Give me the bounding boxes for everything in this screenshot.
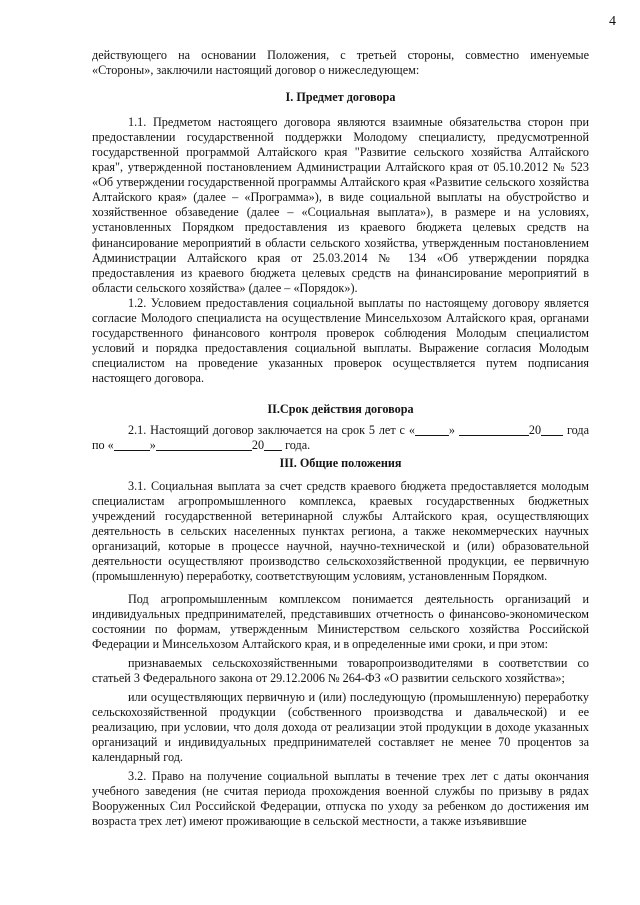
paragraph-1-1: 1.1. Предметом настоящего договора являются взаимные обязательства сторон при предоставлении государственной поддержки Молодому специалисту, предусмотренной государственной программой Алтайского края "Развитие сельского хозяйства Алтайского края", утвержденной постановлением Администрации Алтайского края от 05.10.2012 № 523 «Об утверждении государственной программы Алтайского края «Развитие сельского хозяйства Алтайского края» (далее – «Программа»), в виде социальной выплаты на обустройство и хозяйственное обзаведение (далее – «Социальная выплата»), в размере и на условиях, установленных Порядком предоставления из краевого бюджета целевых средств на финансирование мероприятий в области сельского хозяйства, утвержденным постановлением Администрации Алтайского края от 25.03.2014 № 134 «Об утверждении порядка предоставления из краевого бюджета целевых средств на финансирование мероприятий в области сельского хозяйства» (далее – «Порядок»). [92,115,589,295]
page-number: 4 [609,14,616,29]
end-year-blank [264,438,282,451]
start-day-blank [415,423,449,436]
intro-paragraph: действующего на основании Положения, с третьей стороны, совместно именуемые «Стороны», заключили настоящий договор о нижеследующем: [92,48,589,78]
start-year-prefix: 20 [528,423,542,438]
paragraph-3-agro-definition: Под агропромышленным комплексом понимается деятельность организаций и индивидуальных предпринимателей, представивших отчетность о финансово-экономическом состоянии по формам, утвержденным Министерством сельского хозяйства Российской Федерации и Минсельхозом Алтайского края, и в определенные ими сроки, и при этом: [92,591,589,651]
paragraph-3-processing: или осуществляющих первичную и (или) последующую (промышленную) переработку сельскохозяйственной продукции (собственного производства и давальческой) и ее реализацию, при условии, что доля дохода от реализации этой продукции в доходе указанных организаций и индивидуальных предпринимателей составляет не менее 70 процентов за календарный год. [92,689,589,764]
term-text: 2.1. Настоящий договор заключается на срок 5 лет с « [128,423,415,438]
document-body [92,48,589,829]
quote-close: » [448,423,456,438]
paragraph-1-2: 1.2. Условием предоставления социальной выплаты по настоящему договору является согласие Молодого специалиста на осуществление Минсельхозом Алтайского края, органами государственного финансового контроля проверок соблюдения Молодым специалистом условий и порядка предоставления социальной выплаты. Выражение согласия Молодым специалистом на проведение указанных проверок осуществляется путем подписания настоящего договора. [92,295,589,385]
paragraph-2-1 [92,423,589,453]
end-date-label: по « [92,438,114,453]
section-3-heading: III. Общие положения [279,456,402,471]
paragraph-3-producers: признаваемых сельскохозяйственными товаропроизводителями в соответствии со статьей 3 Федерального закона от 29.12.2006 № 264-ФЗ «О развитии сельского хозяйства»; [92,655,589,685]
end-year-word: года. [285,438,311,453]
start-year-blank [541,423,563,436]
start-month-blank [459,423,529,436]
section-2-heading: II.Срок действия договора [267,401,414,416]
paragraph-3-2: 3.2. Право на получение социальной выплаты в течение трех лет с даты окончания учебного заведения (не считая периода прохождения военной службы по призыву в рядах Вооруженных Сил Российской Федерации, отпуска по уходу за ребенком до достижения им возраста трех лет) имеют проживающие в сельской местности, а также изъявившие [92,769,589,829]
end-year-prefix: 20 [251,438,265,453]
end-quote-close: » [149,438,156,453]
start-year-word: года [566,423,590,438]
end-day-blank [114,438,150,451]
section-1-heading: I. Предмет договора [285,90,396,105]
end-month-blank [156,438,252,451]
paragraph-3-1: 3.1. Социальная выплата за счет средств краевого бюджета предоставляется молодым специалистам агропромышленного комплекса, краевых государственных бюджетных учреждений государственной ветеринарной службы Алтайского края, осуществляющих деятельность в сельских населенных пунктах региона, а также некоммерческих научных организаций, которые в процессе научной, научно-технической и (или) образовательной деятельности осуществляют производство сельскохозяйственной продукции, ее первичную (промышленную) переработку, соответствующим условиям, установленным Порядком. [92,479,589,584]
